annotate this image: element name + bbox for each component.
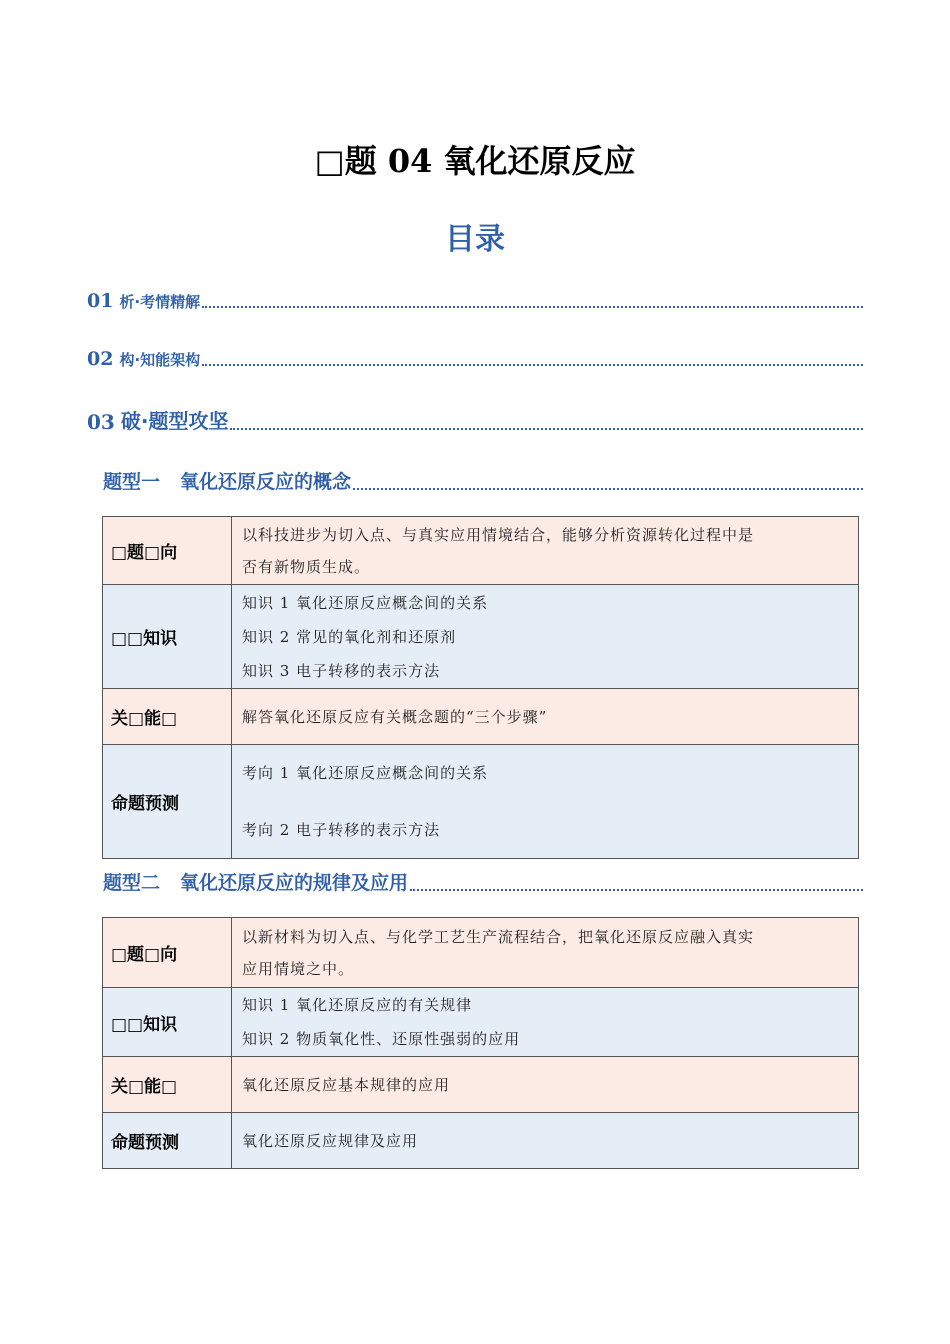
toc-item-label: 构·知能架构 bbox=[119, 351, 201, 369]
row-content bbox=[232, 1113, 859, 1169]
section-title: 氧化还原反应的规律及应用 bbox=[180, 872, 409, 894]
content-line: 知识 2 常见的氧化剂和还原剂 bbox=[242, 627, 457, 646]
content-line: 以新材料为切入点、与化学工艺生产流程结合，把氧化还原反应融入真实 bbox=[242, 927, 755, 946]
section-title: 氧化还原反应的概念 bbox=[180, 471, 352, 493]
table-row bbox=[103, 745, 859, 859]
row-content bbox=[232, 988, 859, 1057]
row-label: 命题预测 bbox=[103, 1113, 232, 1169]
table-row bbox=[103, 517, 859, 585]
row-content bbox=[232, 745, 859, 859]
toc-item-number: 02 bbox=[87, 348, 114, 370]
toc-leader bbox=[410, 889, 863, 891]
section-1-table bbox=[102, 516, 859, 859]
table-row bbox=[103, 1057, 859, 1113]
content-line: 知识 1 氧化还原反应的有关规律 bbox=[242, 996, 473, 1014]
row-content bbox=[232, 585, 859, 689]
section-label: 题型二 bbox=[103, 872, 161, 894]
row-content bbox=[232, 689, 859, 745]
toc-item-number: 03 bbox=[87, 410, 115, 434]
page-title: □题 04 氧化还原反应 bbox=[314, 142, 636, 180]
row-label: 关□能□ bbox=[103, 689, 232, 745]
row-content bbox=[232, 918, 859, 988]
section-2-table bbox=[102, 917, 859, 1169]
content-line: 氧化还原反应基本规律的应用 bbox=[242, 1076, 451, 1094]
row-content bbox=[232, 1057, 859, 1113]
row-label: □□知识 bbox=[103, 988, 232, 1057]
row-label: 命题预测 bbox=[103, 745, 232, 859]
section-label: 题型一 bbox=[103, 471, 161, 493]
table-row bbox=[103, 585, 859, 689]
row-label: □□知识 bbox=[103, 585, 232, 689]
row-content bbox=[232, 517, 859, 585]
toc-leader bbox=[230, 428, 863, 430]
table-row bbox=[103, 988, 859, 1057]
content-line: 知识 2 物质氧化性、还原性强弱的应用 bbox=[242, 1030, 521, 1048]
content-line: 考向 2 电子转移的表示方法 bbox=[242, 821, 441, 839]
row-label: □题□向 bbox=[103, 517, 232, 585]
content-line: 解答氧化还原反应有关概念题的“三个步骤” bbox=[242, 708, 548, 726]
content-line: 以科技进步为切入点、与真实应用情境结合，能够分析资源转化过程中是 bbox=[242, 525, 755, 544]
toc-item-label: 破·题型攻坚 bbox=[120, 409, 229, 433]
toc-item-2[interactable] bbox=[87, 348, 863, 370]
toc-item-label: 析·考情精解 bbox=[119, 293, 201, 311]
toc-item-number: 01 bbox=[87, 290, 114, 312]
content-line: 考向 1 氧化还原反应概念间的关系 bbox=[242, 764, 489, 782]
toc-item-1[interactable] bbox=[87, 290, 863, 312]
row-label: □题□向 bbox=[103, 918, 232, 988]
content-line: 知识 3 电子转移的表示方法 bbox=[242, 661, 441, 680]
toc-leader bbox=[202, 364, 863, 366]
toc-leader bbox=[353, 488, 863, 490]
content-line: 氧化还原反应规律及应用 bbox=[242, 1132, 419, 1150]
table-row bbox=[103, 689, 859, 745]
toc-leader bbox=[202, 306, 863, 308]
toc-heading: 目录 bbox=[445, 222, 505, 257]
row-label: 关□能□ bbox=[103, 1057, 232, 1113]
table-row bbox=[103, 918, 859, 988]
content-line: 否有新物质生成。 bbox=[242, 557, 371, 576]
toc-item-3[interactable] bbox=[87, 405, 863, 434]
toc-subitem-2[interactable] bbox=[103, 868, 863, 895]
toc-subitem-1[interactable] bbox=[103, 467, 863, 494]
content-line: 应用情境之中。 bbox=[242, 959, 355, 978]
content-line: 知识 1 氧化还原反应概念间的关系 bbox=[242, 593, 489, 612]
table-row bbox=[103, 1113, 859, 1169]
